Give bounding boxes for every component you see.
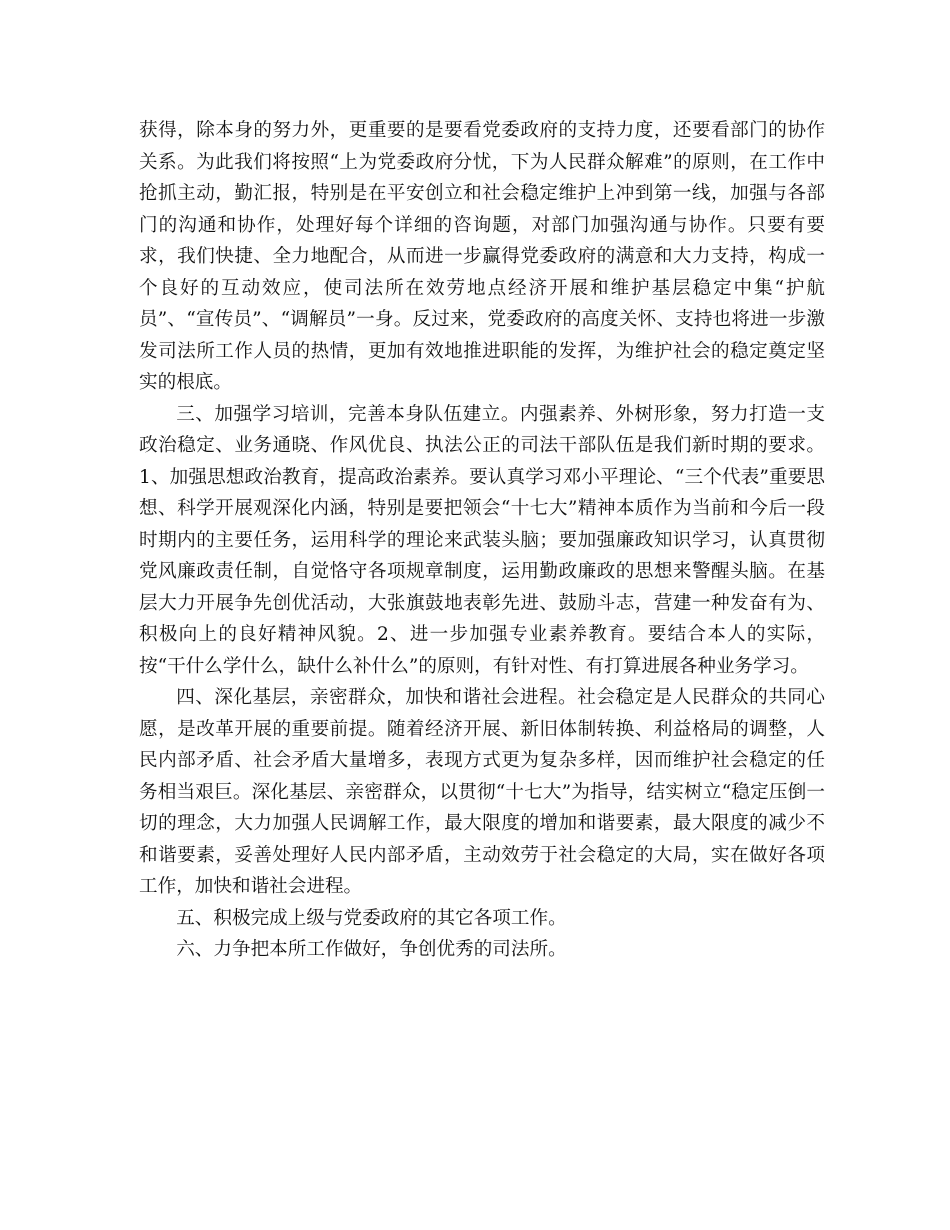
- document-body: [139, 115, 825, 966]
- paragraph-study-training: 三、加强学习培训，完善本身队伍建立。内强素养、外树形象，努力打造一支政治稳定、业务通晓、作风优良、执法公正的司法干部队伍是我们新时期的要求。1、加强思想政治教育，提高政治素养。要认真学习邓小平理论、“三个代表”重要思想、科学开展观深化内涵，特别是要把领会“十七大”精神本质作为当前和今后一段时期内的主要任务，运用科学的理论来武装头脑；要加强廉政知识学习，认真贯彻党风廉政责任制，自觉恪守各项规章制度，运用勤政廉政的思想来警醒头脑。在基层大力开展争先创优活动，大张旗鼓地表彰先进、鼓励斗志，营建一种发奋有为、积极向上的良好精神风貌。2、进一步加强专业素养教育。要结合本人的实际，按“干什么学什么，缺什么补什么”的原则，有针对性、有打算进展各种业务学习。: [139, 403, 825, 677]
- paragraph-excellent-office: 六、力争把本所工作做好，争创优秀的司法所。: [176, 939, 567, 960]
- paragraph-grassroots: 四、深化基层，亲密群众，加快和谐社会进程。社会稳定是人民群众的共同心愿，是改革开展的重要前提。随着经济开展、新旧体制转换、利益格局的调整，人民内部矛盾、社会矛盾大量增多，表现方式更为复杂多样，因而维护社会稳定的任务相当艰巨。深化基层、亲密群众，以贯彻“十七大”为指导，结实树立“稳定压倒一切的理念，大力加强人民调解工作，最大限度的增加和谐要素，最大限度的减少不和谐要素，妥善处理好人民内部矛盾，主动效劳于社会稳定的大局，实在做好各项工作，加快和谐社会进程。: [139, 687, 825, 897]
- paragraph-continuation: 获得，除本身的努力外，更重要的是要看党委政府的支持力度，还要看部门的协作关系。为此我们将按照“上为党委政府分忧，下为人民群众解难”的原则，在工作中抢抓主动，勤汇报，特别是在平安创立和社会稳定维护上冲到第一线，加强与各部门的沟通和协作，处理好每个详细的咨询题，对部门加强沟通与协作。只要有要求，我们快捷、全力地配合，从而进一步赢得党委政府的满意和大力支持，构成一个良好的互动效应，使司法所在效劳地点经济开展和维护基层稳定中集“护航员”、“宣传员”、“调解员”一身。反过来，党委政府的高度关怀、支持也将进一步激发司法所工作人员的热情，更加有效地推进职能的发挥，为维护社会的稳定奠定坚实的根底。: [139, 120, 825, 393]
- paragraph-other-tasks: 五、积极完成上级与党委政府的其它各项工作。: [176, 907, 567, 929]
